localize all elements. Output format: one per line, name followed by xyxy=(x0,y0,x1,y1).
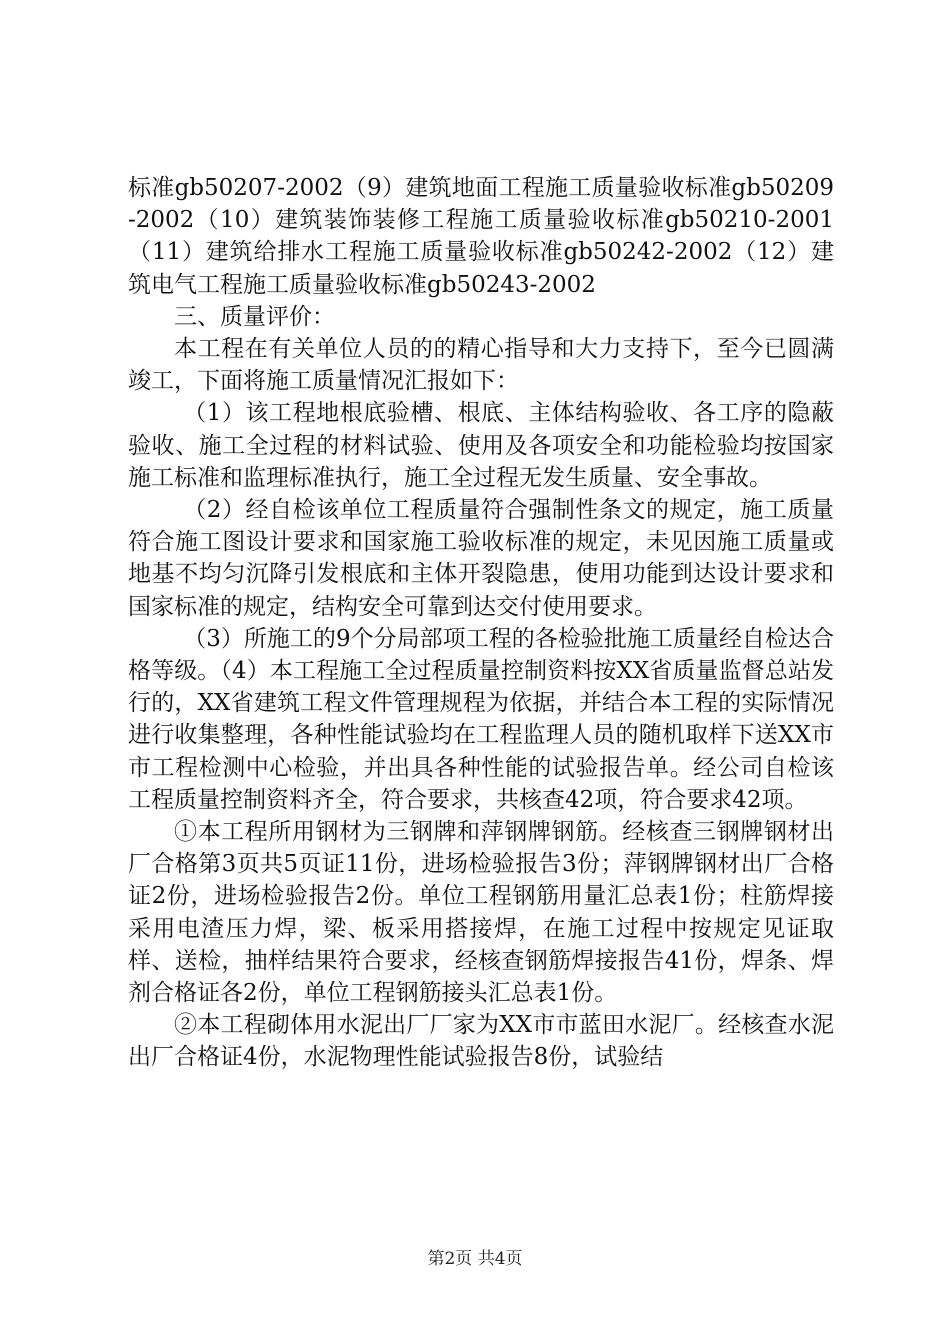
paragraph-item-2: （2）经自检该单位工程质量符合强制性条文的规定，施工质量符合施工图设计要求和国家施工验收标准的规定，未见因施工质量或地基不均匀沉降引发根底和主体开裂隐患，使用功能到达设计要求和国家标准的规定，结构安全可靠到达交付使用要求。 xyxy=(128,497,834,620)
paragraph-standards-list: 标准gb50207-2002（9）建筑地面工程施工质量验收标准gb50209-2002（10）建筑装饰装修工程施工质量验收标准gb50210-2001（11）建筑给排水工程施工质量验收标准gb50242-2002（12）建筑电气工程施工质量验收标准gb50243-2002 xyxy=(128,175,834,298)
page-footer: 第2页 共4页 xyxy=(427,1249,523,1269)
paragraph-intro: 本工程在有关单位人员的的精心指导和大力支持下，至今已圆满竣工，下面将施工质量情况汇报如下： xyxy=(128,336,834,395)
paragraph-item-3-4: （3）所施工的9个分局部项工程的各检验批施工质量经自检达合格等级。（4）本工程施工全过程质量控制资料按XX省质量监督总站发行的，XX省建筑工程文件管理规程为依据，并结合本工程的实际情况进行收集整理，各种性能试验均在工程监理人员的随机取样下送XX市市工程检测中心检验，并出具各种性能的试验报告单。经公司自检该工程质量控制资料齐全，符合要求，共核查42项，符合要求42项。 xyxy=(128,625,834,813)
paragraph-cement: ②本工程砌体用水泥出厂厂家为XX市市蓝田水泥厂。经核查水泥出厂合格证4份，水泥物理性能试验报告8份，试验结 xyxy=(128,1012,834,1071)
section-heading-quality-evaluation: 三、质量评价： xyxy=(174,303,335,330)
document-body xyxy=(128,172,834,1074)
paragraph-item-1: （1）该工程地根底验槽、根底、主体结构验收、各工序的隐蔽验收、施工全过程的材料试验、使用及各项安全和功能检验均按国家施工标准和监理标准执行，施工全过程无发生质量、安全事故。 xyxy=(128,400,834,491)
paragraph-steel: ①本工程所用钢材为三钢牌和萍钢牌钢筋。经核查三钢牌钢材出厂合格第3页共5页证11份，进场检验报告3份；萍钢牌钢材出厂合格证2份，进场检验报告2份。单位工程钢筋用量汇总表1份；柱筋焊接采用电渣压力焊，梁、板采用搭接焊，在施工过程中按规定见证取样、送检，抽样结果符合要求，经核查钢筋焊接报告41份，焊条、焊剂合格证各2份，单位工程钢筋接头汇总表1份。 xyxy=(128,819,834,1007)
